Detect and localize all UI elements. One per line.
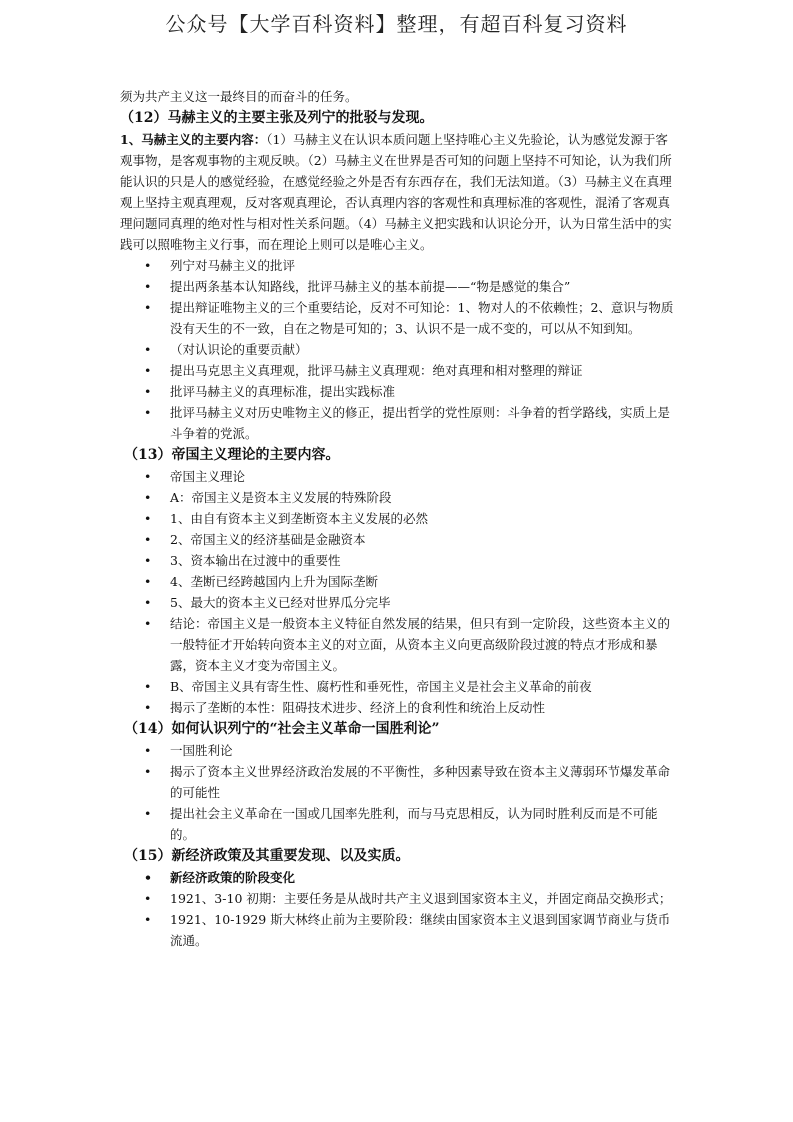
section-13-title: （13）帝国主义理论的主要内容。 [124,447,340,463]
page-header: 公众号【大学百科资料】整理，有超百科复习资料 [165,12,628,36]
list-item: • 5、最大的资本主义已经对世界瓜分完毕 [120,592,675,613]
list-item: • 提出马克思主义真理观，批评马赫主义真理观：绝对真理和相对整理的辩证 [120,360,675,381]
section-14-title: （14）如何认识列宁的“社会主义革命一国胜利论” [124,721,440,737]
list-item: • 1921、10-1929 斯大林终止前为主要阶段：继续由国家资本主义退到国家调节商业与货币流通。 [120,909,675,951]
list-item: • B、帝国主义具有寄生性、腐朽性和垂死性，帝国主义是社会主义革命的前夜 [120,676,675,697]
section-13-list [120,466,675,718]
list-item: • 提出社会主义革命在一国或几国率先胜利，而与马克思相反，认为同时胜利反而是不可能的。 [120,803,675,845]
list-item: • 帝国主义理论 [120,466,675,487]
list-item: • 一国胜利论 [120,740,675,761]
intro-text: 须为共产主义这一最终目的而奋斗的任务。 [120,89,358,104]
section-15-title: （15）新经济政策及其重要发现、以及实质。 [124,848,410,864]
list-item: • 批评马赫主义的真理标准，提出实践标准 [120,381,675,402]
section-12-paragraph [120,129,675,255]
document-body [120,86,675,951]
list-item: • 4、垄断已经跨越国内上升为国际垄断 [120,571,675,592]
section-14-list [120,740,675,845]
section-12-list [120,255,675,444]
list-item: • 揭示了垄断的本性：阻碍技术进步、经济上的食利性和统治上反动性 [120,697,675,718]
list-item: • 结论：帝国主义是一般资本主义特征自然发展的结果，但只有到一定阶段，这些资本主义的一般特征才开始转向资本主义的对立面，从资本主义向更高级阶段过渡的特点才形成和暴露，资本主义才变为帝国主义。 [120,613,675,676]
list-item: • 列宁对马赫主义的批评 [120,255,675,276]
list-item-subtitle: • 新经济政策的阶段变化 [120,867,675,888]
section-12-para-text: （1）马赫主义在认识本质问题上坚持唯心主义先验论，认为感觉发源于客观事物，是客观事物的主观反映。（2）马赫主义在世界是否可知的问题上坚持不可知论，认为我们所能认识的只是人的感觉经验，在感觉经验之外是否有东西存在，我们无法知道。（3）马赫主义在真理观上坚持主观真理观，反对客观真理论，否认真理内容的客观性和真理标准的客观性，混淆了客观真理问题同真理的绝对性与相对性关系问题。（4）马赫主义把实践和认识论分开，认为日常生活中的实践可以照唯物主义行事，而在理论上则可以是唯心主义。 [120,132,672,252]
list-item: • 3、资本输出在过渡中的重要性 [120,550,675,571]
list-item: • 提出两条基本认知路线，批评马赫主义的基本前提——“物是感觉的集合” [120,276,675,297]
section-12-para-label: 1、马赫主义的主要内容： [120,132,267,147]
list-item: • 批评马赫主义对历史唯物主义的修正，提出哲学的党性原则：斗争着的哲学路线，实质上是斗争着的党派。 [120,402,675,444]
list-item: • 1921、3-10 初期：主要任务是从战时共产主义退到国家资本主义，并固定商品交换形式； [120,888,675,909]
list-item: • 1、由自有资本主义到垄断资本主义发展的必然 [120,508,675,529]
list-item: • 揭示了资本主义世界经济政治发展的不平衡性，多种因素导致在资本主义薄弱环节爆发革命的可能性 [120,761,675,803]
section-12-title: （12）马赫主义的主要主张及列宁的批驳与发现。 [120,110,434,126]
list-item: • 2、帝国主义的经济基础是金融资本 [120,529,675,550]
list-item: • 提出辩证唯物主义的三个重要结论，反对不可知论：1、物对人的不依赖性；2、意识与物质没有天生的不一致，自在之物是可知的；3、认识不是一成不变的，可以从不知到知。 [120,297,675,339]
list-item: • A：帝国主义是资本主义发展的特殊阶段 [120,487,675,508]
section-15-list [120,867,675,951]
list-item: • （对认识论的重要贡献） [120,339,675,360]
